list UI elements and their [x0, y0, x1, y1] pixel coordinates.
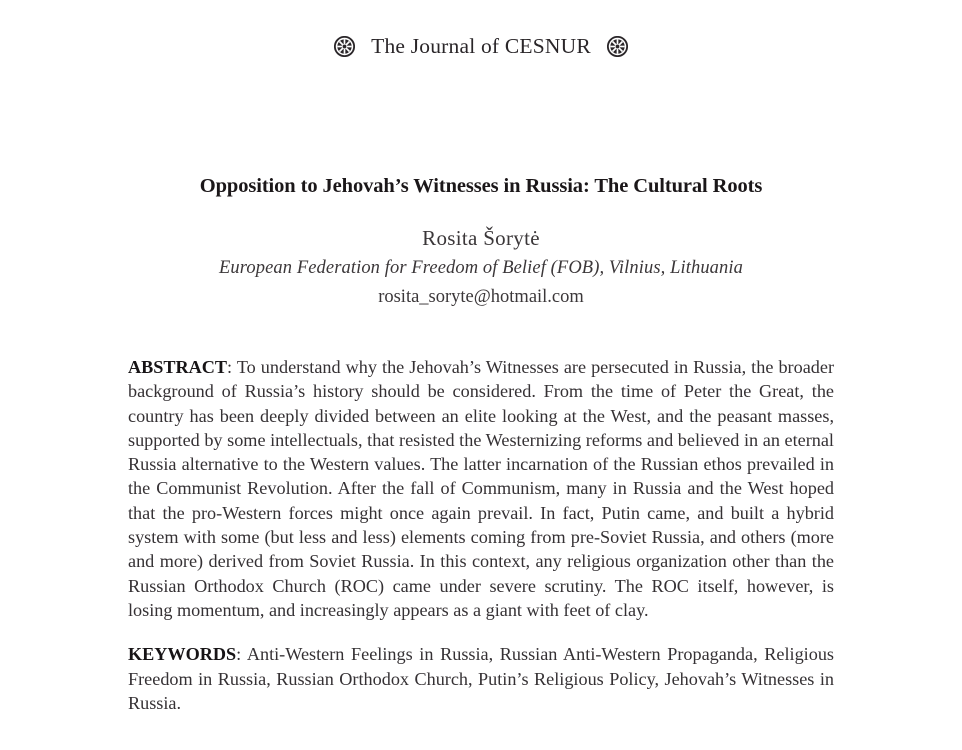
running-head	[0, 36, 962, 58]
author-block	[0, 224, 962, 311]
keywords-paragraph	[128, 642, 834, 715]
abstract-label: ABSTRACT	[128, 357, 228, 377]
abstract-paragraph	[128, 355, 834, 622]
author-affiliation: European Federation for Freedom of Belief (FOB), Vilnius, Lithuania	[219, 258, 743, 278]
keywords-label: KEYWORDS	[128, 644, 237, 665]
article-title: Opposition to Jehovah’s Witnesses in Russia: The Cultural Roots	[199, 174, 763, 197]
rosette-icon	[334, 36, 355, 57]
author-name: Rosita Šorytė	[422, 226, 540, 250]
abstract-separator: :	[227, 357, 237, 377]
abstract-text: To understand why the Jehovah’s Witnesses are persecuted in Russia, the broader background of Russia’s history should be considered. From the time of Peter the Great, the country has been deeply divided between an elite looking at the West, and the peasant masses, supported by some intellectuals, that resisted the Westernizing reforms and believed in an eternal Russia alternative to the Western values. The latter incarnation of the Russian ethos prevailed in the Communist Revolution. After the fall of Communism, many in Russia and the West hoped that the pro-Western forces might once again prevail. In fact, Putin came, and built a hybrid system with some (but less and less) elements coming from pre-Soviet Russia, and others (more and more) derived from Soviet Russia. In this context, any religious organization other than the Russian Orthodox Church (ROC) came under severe scrutiny. The ROC itself, however, is losing momentum, and increasingly appears as a giant with feet of clay.	[128, 357, 834, 620]
keywords-separator: :	[236, 644, 247, 665]
rosette-icon	[607, 36, 628, 57]
abstract-and-keywords	[128, 355, 834, 715]
keywords-text: Anti-Western Feelings in Russia, Russian Anti-Western Propaganda, Religious Freedom in Russia, Russian Orthodox Church, Putin’s Religious Policy, Jehovah’s Witnesses in Russia.	[128, 644, 834, 713]
author-email: rosita_soryte@hotmail.com	[378, 287, 584, 307]
journal-name: The Journal of CESNUR	[371, 34, 591, 58]
